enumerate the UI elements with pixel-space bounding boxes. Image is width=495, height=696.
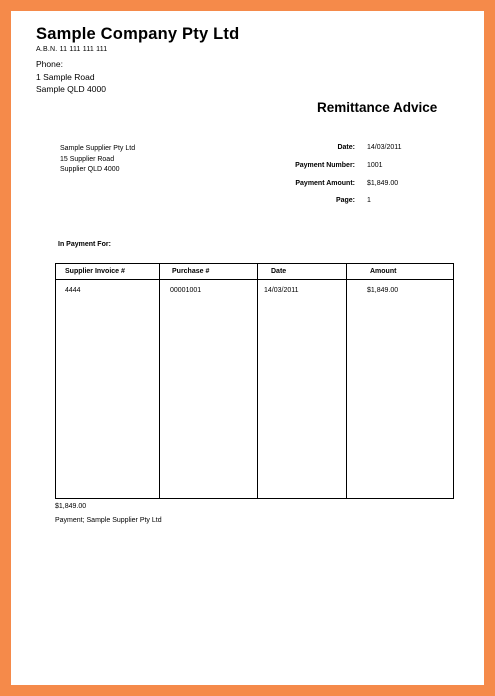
supplier-name: Sample Supplier Pty Ltd [60, 145, 136, 152]
column-divider [159, 264, 160, 498]
table-cell-supplier-invoice: 4444 [65, 287, 81, 294]
table-header-divider [56, 279, 453, 280]
date-value: 14/03/2011 [367, 144, 402, 151]
payment-note: Payment; Sample Supplier Pty Ltd [55, 517, 162, 524]
payment-amount-value: $1,849.00 [367, 180, 399, 187]
page-value: 1 [367, 197, 371, 204]
column-header-amount: Amount [370, 268, 397, 275]
in-payment-for-label: In Payment For: [58, 241, 111, 248]
column-divider [346, 264, 347, 498]
table-cell-date: 14/03/2011 [264, 287, 299, 294]
supplier-address [60, 144, 135, 176]
column-header-purchase: Purchase # [172, 268, 210, 275]
payment-amount-label: Payment Amount: [295, 180, 355, 187]
payment-number-label: Payment Number: [295, 162, 355, 169]
company-abn: A.B.N. 11 111 111 111 [36, 46, 108, 53]
date-label: Date: [337, 144, 355, 151]
page-label: Page: [335, 197, 355, 204]
invoice-table [55, 263, 454, 499]
company-name: Sample Company Pty Ltd [36, 25, 240, 43]
document-title: Remittance Advice [317, 100, 438, 115]
company-address-line1: 1 Sample Road [36, 72, 95, 82]
column-divider [257, 264, 258, 498]
company-phone: Phone: [36, 59, 63, 69]
table-cell-amount: $1,849.00 [367, 287, 399, 294]
table-cell-purchase: 00001001 [170, 287, 202, 294]
column-header-date: Date [271, 268, 287, 275]
supplier-city: Supplier QLD 4000 [60, 166, 120, 173]
column-header-supplier-invoice: Supplier Invoice # [65, 268, 125, 275]
payment-number-value: 1001 [367, 162, 383, 169]
document-page [11, 11, 484, 685]
supplier-street: 15 Supplier Road [60, 155, 115, 163]
company-address-line2: Sample QLD 4000 [36, 84, 106, 94]
total-amount: $1,849.00 [55, 503, 87, 510]
